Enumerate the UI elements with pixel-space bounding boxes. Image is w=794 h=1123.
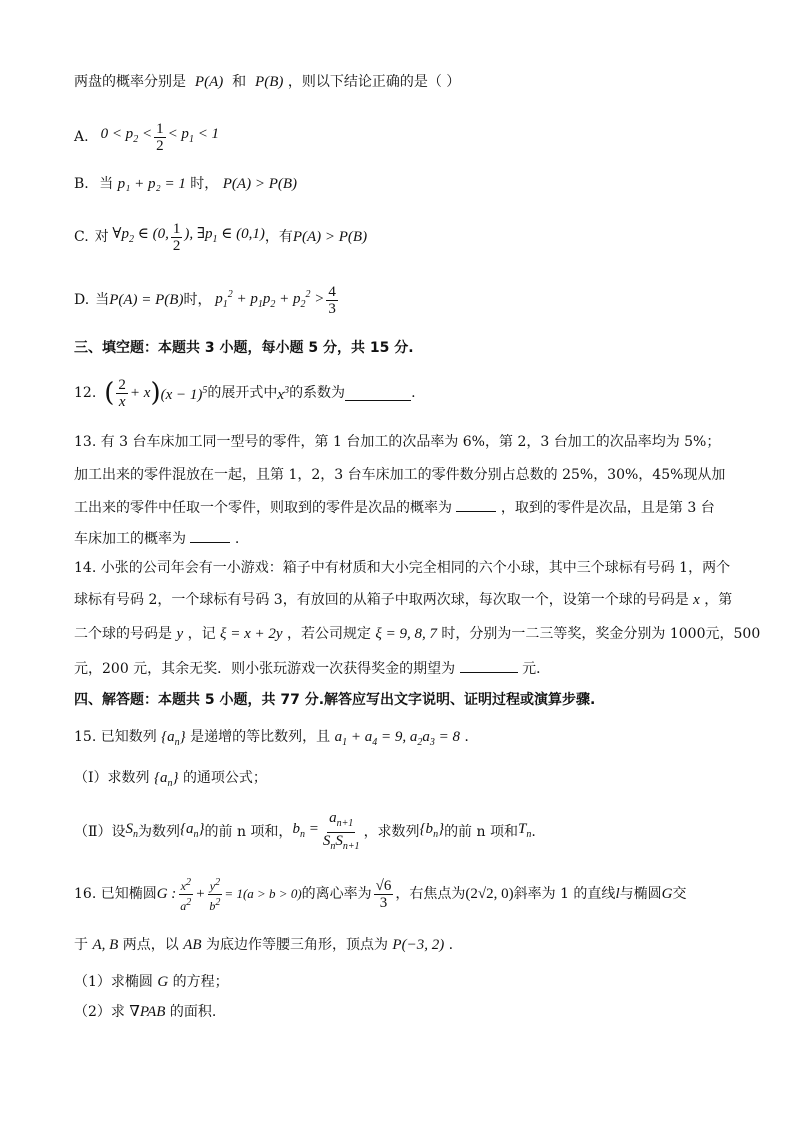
q16-line2b: 两点，以: [122, 937, 179, 953]
q13-blank-2[interactable]: [190, 528, 230, 543]
q14-line2: [74, 590, 732, 610]
q11-stem-suffix: ，则以下结论正确的是（ ）: [287, 74, 461, 90]
q15-p2-tn: $T_n$: [517, 821, 532, 840]
q12-paren-open: (: [104, 378, 115, 408]
q13-line3: [74, 497, 715, 518]
q15-text2: 是递增的等比数列，且: [190, 729, 331, 745]
q11-stem-prefix: 两盘的概率分别是: [74, 74, 186, 90]
q16-plus: +: [195, 886, 206, 902]
q16-g: G :: [156, 886, 177, 902]
q14-blank[interactable]: [460, 658, 518, 673]
q16-p: P(−3, 2): [392, 937, 445, 953]
q16-ab: A, B: [92, 937, 119, 953]
q16-ab2: AB: [183, 937, 202, 953]
q13-line4b: .: [234, 531, 240, 547]
q16-line-l: l: [615, 886, 620, 902]
q14-line2a: 球标有号码 2，一个球标有号码 3，有放回的从箱子中取两次球，每次取一个，设第一个球的号码是: [74, 592, 689, 608]
q16-part1: [74, 972, 229, 992]
q16-part2: [74, 1002, 216, 1022]
q15-p2-end: .: [531, 824, 536, 840]
q13-blank-1[interactable]: [456, 497, 496, 512]
q15-p2-sn: $S_n$: [125, 821, 139, 840]
q16-p2b: 的面积.: [169, 1004, 217, 1020]
q16-p1: （1）求椭圆: [74, 974, 153, 990]
q16-p2: （2）求: [74, 1004, 125, 1020]
option-a-math-tail: < $p_1 < 1$: [167, 126, 220, 145]
q15-p2-text3: ，求数列: [363, 824, 420, 840]
option-b-text2: 时，: [190, 176, 219, 192]
q16-text4: 斜率为 1 的直线: [513, 886, 616, 902]
q16-text1: 16. 已知椭圆: [74, 886, 157, 902]
option-a-half: $\frac{1}{2}$: [156, 120, 164, 154]
option-c-half: $\frac{1}{2}$: [172, 220, 181, 254]
q14-line3b: ，记: [187, 626, 216, 642]
q12-answer-blank[interactable]: [345, 386, 411, 401]
q15-p2-fraction: $\frac{a_{n+1}}{S_nS_{n+1}}$: [322, 809, 360, 852]
q14-var-y: y: [176, 626, 184, 642]
q12-plus-x: + x: [129, 385, 151, 401]
q15-p2-text2: 的前 n 项和，: [204, 824, 293, 840]
q14-line3c: ，若公司规定: [286, 626, 371, 642]
q12-text2: 的系数为: [289, 385, 346, 401]
q16-eq1: = 1(a > b > 0): [224, 886, 302, 901]
q16-y-frac: $\frac{y^2}{b^2}$: [209, 876, 221, 913]
q12-binomial: $(x - 1)^5$: [160, 385, 208, 403]
option-a-math: $0 < p_2$ <: [100, 126, 153, 145]
option-c-math1b: ), $\exists p_1$ ∈ (0,1): [184, 226, 265, 245]
option-d-label: D.: [74, 292, 90, 308]
q15-p2-seq-b: $\{b_n\}$: [419, 821, 445, 840]
q12-paren-close: ): [150, 378, 161, 408]
q15-p1-seq: $\{a_n\}$: [153, 770, 179, 789]
q13-line1: 13. 有 3 台车床加工同一型号的零件，第 1 台加工的次品率为 6%，第 2，3 台加工的次品率均为 5%；: [74, 434, 721, 450]
q14-line4: [74, 658, 550, 679]
q13-line4: [74, 528, 239, 549]
q16-line2: [74, 935, 453, 955]
option-b-text1: 当: [99, 176, 114, 192]
q15-part2: [74, 809, 536, 852]
option-c-label: C.: [74, 229, 89, 245]
q15-text1: 15. 已知数列: [74, 729, 157, 745]
q16-stem: [74, 872, 686, 916]
q15-end: .: [464, 729, 469, 745]
q15-seq-a: $\{a_n\}$: [161, 729, 186, 748]
option-d-math1: P(A) = P(B): [109, 292, 184, 308]
q16-line2d: .: [448, 937, 454, 953]
option-d-fraction: $\frac{4}{3}$: [328, 283, 336, 317]
q14-line3d: 时，分别为一二三等奖，奖金分别为 1000元，500: [441, 626, 761, 642]
option-a-label: A.: [74, 129, 89, 145]
q11-option-d: [74, 280, 340, 320]
q16-p1b: 的方程；: [172, 974, 229, 990]
q11-option-b: [74, 174, 297, 194]
q13-line2: 加工出来的零件混放在一起，且第 1，2，3 台车床加工的零件数分别占总数的 25%，30%，45%现从加: [74, 467, 726, 483]
q13-line3a: 工出来的零件中任取一个零件，则取到的零件是次品的概率为: [74, 500, 452, 516]
q16-p2-tri: ∇PAB: [129, 1004, 166, 1020]
q15-p1-text: 的通项公式；: [182, 770, 267, 786]
option-b-label: B.: [74, 176, 89, 192]
q16-line2a: 于: [74, 937, 88, 953]
q16-text3: ，右焦点为: [395, 886, 466, 902]
q16-g2: G: [661, 886, 673, 902]
q14-line4b: 元．: [522, 661, 551, 677]
option-c-math1: $\forall p_2$ ∈ (0,: [108, 226, 169, 245]
q11-option-c: [74, 218, 367, 256]
q14-var-x: x: [693, 592, 700, 608]
q14-line1: 14. 小张的公司年会有一小游戏：箱子中有材质和大小完全相同的六个小球，其中三个球标有号码 1，两个: [74, 560, 731, 576]
q13-line4a: 车床加工的概率为: [74, 531, 186, 547]
q16-focus: (2√2, 0): [465, 886, 514, 902]
q15-part1: [74, 768, 267, 794]
q14-line2b: ，第: [704, 592, 733, 608]
q14-line3: [74, 624, 760, 644]
q14-xi-values: ξ = 9, 8, 7: [375, 626, 437, 642]
q11-and: 和: [232, 74, 247, 90]
q11-pa: P(A): [194, 74, 224, 90]
option-c-math2: P(A) > P(B): [292, 229, 368, 245]
option-c-text1: 对: [94, 229, 109, 245]
q16-line2c: 为底边作等腰三角形，顶点为: [205, 937, 388, 953]
section4-heading: 四、解答题：本题共 5 小题，共 77 分.解答应写出文字说明、证明过程或演算步骤.: [74, 692, 596, 708]
q12: [74, 370, 416, 416]
option-d-math2: $p_1^2 + p_1p_2 + p_2^2$ >: [211, 289, 325, 310]
q15-p2-seq-a: $\{a_n\}$: [180, 821, 205, 840]
q11-stem: [74, 72, 460, 92]
q15-p2-bn: $b_n$ =: [292, 821, 319, 840]
q16-text6: 交: [672, 886, 687, 902]
q14-line3a: 二个球的号码是: [74, 626, 172, 642]
section3-heading: 三、填空题：本题共 3 小题，每小题 5 分，共 15 分.: [74, 340, 414, 356]
q13-line3b: ，取到的零件是次品，且是第 3 台: [500, 500, 715, 516]
q12-number: 12.: [74, 385, 97, 401]
q14-xi-def: ξ = x + 2y: [220, 626, 283, 642]
q15-p1-label: （Ⅰ）求数列: [74, 770, 150, 786]
q11-option-a: [74, 118, 219, 156]
q16-x-frac: $\frac{x^2}{a^2}$: [180, 876, 192, 913]
q14-line4a: 元，200 元，其余无奖．则小张玩游戏一次获得奖金的期望为: [74, 661, 456, 677]
q12-fraction: $\frac{2}{x}$: [118, 376, 126, 410]
option-d-text2: 时，: [183, 292, 212, 308]
q16-text2: 的离心率为: [301, 886, 372, 902]
q16-text5: 与椭圆: [619, 886, 662, 902]
q12-text1: 的展开式中: [207, 385, 278, 401]
q12-x3: $x^3$: [277, 385, 290, 403]
q15-p2-text4: 的前 n 项和: [444, 824, 518, 840]
q15-p2-label: （Ⅱ）设: [74, 824, 126, 840]
option-d-text1: 当: [95, 292, 110, 308]
q16-p1-g: G: [157, 974, 169, 990]
q16-ecc: $\frac{√6}{3}$: [375, 877, 392, 911]
q12-end: .: [411, 385, 416, 401]
q15-condition: $a_1 + a_4 = 9$, $a_2a_3 = 8$: [334, 729, 460, 748]
q15-stem: [74, 727, 469, 753]
q15-p2-text1: 为数列: [138, 824, 181, 840]
option-c-text2: ，有: [264, 229, 293, 245]
option-b-math2: P(A) > P(B): [222, 176, 298, 192]
option-b-math1: p₁ + p₂ = 1: [117, 176, 186, 192]
q11-pb: P(B): [255, 74, 284, 90]
